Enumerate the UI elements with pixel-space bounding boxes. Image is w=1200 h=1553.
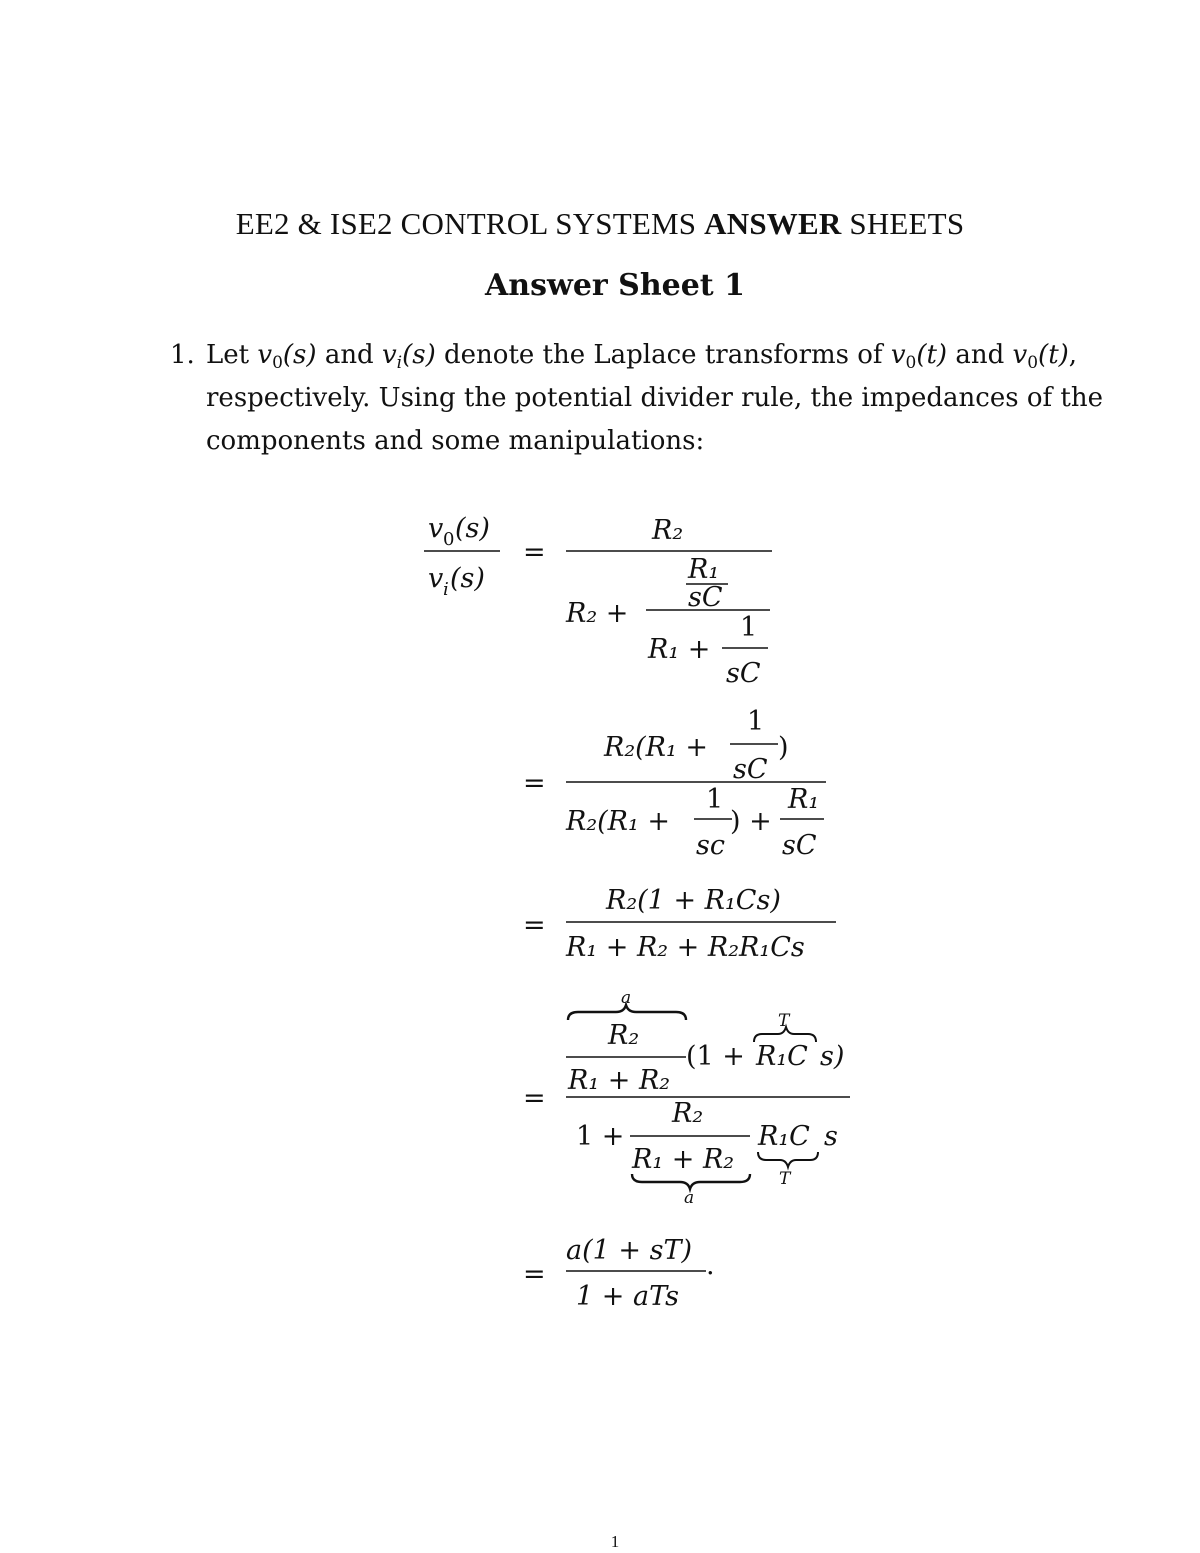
svg-text:sc: sc [696,830,725,861]
svg-text:0: 0 [443,529,455,550]
overbrace-label-a: a [621,988,632,1008]
svg-text:1 +: 1 + [576,1121,625,1152]
equals-sign-5: = [523,1259,546,1290]
svg-text:1 + aTs: 1 + aTs [576,1281,679,1312]
equals-sign-3: = [523,910,546,941]
svg-text:s): s) [820,1041,845,1072]
svg-text:R₁C: R₁C [758,1121,810,1152]
document-title-bold: ANSWER [704,206,842,241]
svg-text:s: s [824,1121,838,1152]
svg-text:sC: sC [782,830,817,861]
svg-text:R₂: R₂ [672,1098,704,1129]
svg-text:R₂(R₁ +: R₂(R₁ + [604,732,709,763]
equals-sign-4: = [523,1083,546,1114]
svg-text:R₁: R₁ [688,554,720,585]
svg-text:R₁ + R₂ + R₂R₁Cs: R₁ + R₂ + R₂R₁Cs [566,932,805,963]
svg-text:.: . [706,1250,715,1281]
document-title: EE2 & ISE2 CONTROL SYSTEMS ANSWER SHEETS [235,206,965,241]
svg-text:R₁ + R₂: R₁ + R₂ [632,1144,735,1175]
underbrace-label-T: T [779,1169,791,1189]
equals-sign-1: = [523,537,546,568]
svg-text:R₂: R₂ [652,515,684,546]
svg-text:(s): (s) [450,563,485,594]
svg-text:1: 1 [740,612,758,643]
underbrace-label-a: a [684,1188,695,1208]
svg-text:v: v [428,563,444,594]
sheet-title: Answer Sheet 1 [485,268,745,303]
svg-text:R₂(R₁ +: R₂(R₁ + [566,806,671,837]
svg-text:R₂ +: R₂ + [566,598,629,629]
svg-text:R₂: R₂ [608,1020,640,1051]
page-number: 1 [610,1532,620,1551]
problem-statement: 1. Let $v_0(s)$ and $v_i(s)$ denote the Laplace transforms of $v_0(t)$ and $v_0(t)$, respectively. Using the potential divider rule, the impedances of the components and some manipulations: [170,334,1130,463]
svg-text:sC: sC [726,658,761,689]
svg-text:R₂(1 + R₁Cs): R₂(1 + R₁Cs) [606,885,781,916]
svg-text:1: 1 [706,784,724,815]
overbrace-label-T: T [778,1011,790,1031]
svg-text:(s): (s) [455,513,490,544]
svg-text:R₁: R₁ [788,784,820,815]
svg-text:R₁ +: R₁ + [648,634,711,665]
svg-text:sC: sC [733,754,768,785]
svg-text:(1 +: (1 + [686,1041,745,1072]
svg-text:v: v [428,513,444,544]
svg-text:sC: sC [688,582,723,613]
svg-text:): ) [778,732,789,763]
svg-text:1: 1 [747,706,765,737]
equals-sign-2: = [523,768,546,799]
svg-text:i: i [443,579,449,600]
svg-text:a(1 + sT): a(1 + sT) [566,1235,692,1266]
problem-number: 1. [170,340,195,370]
svg-text:R₁ + R₂: R₁ + R₂ [568,1065,671,1096]
svg-text:R₁C: R₁C [756,1041,808,1072]
lhs-fraction [428,513,490,600]
svg-text:) +: ) + [730,806,772,837]
